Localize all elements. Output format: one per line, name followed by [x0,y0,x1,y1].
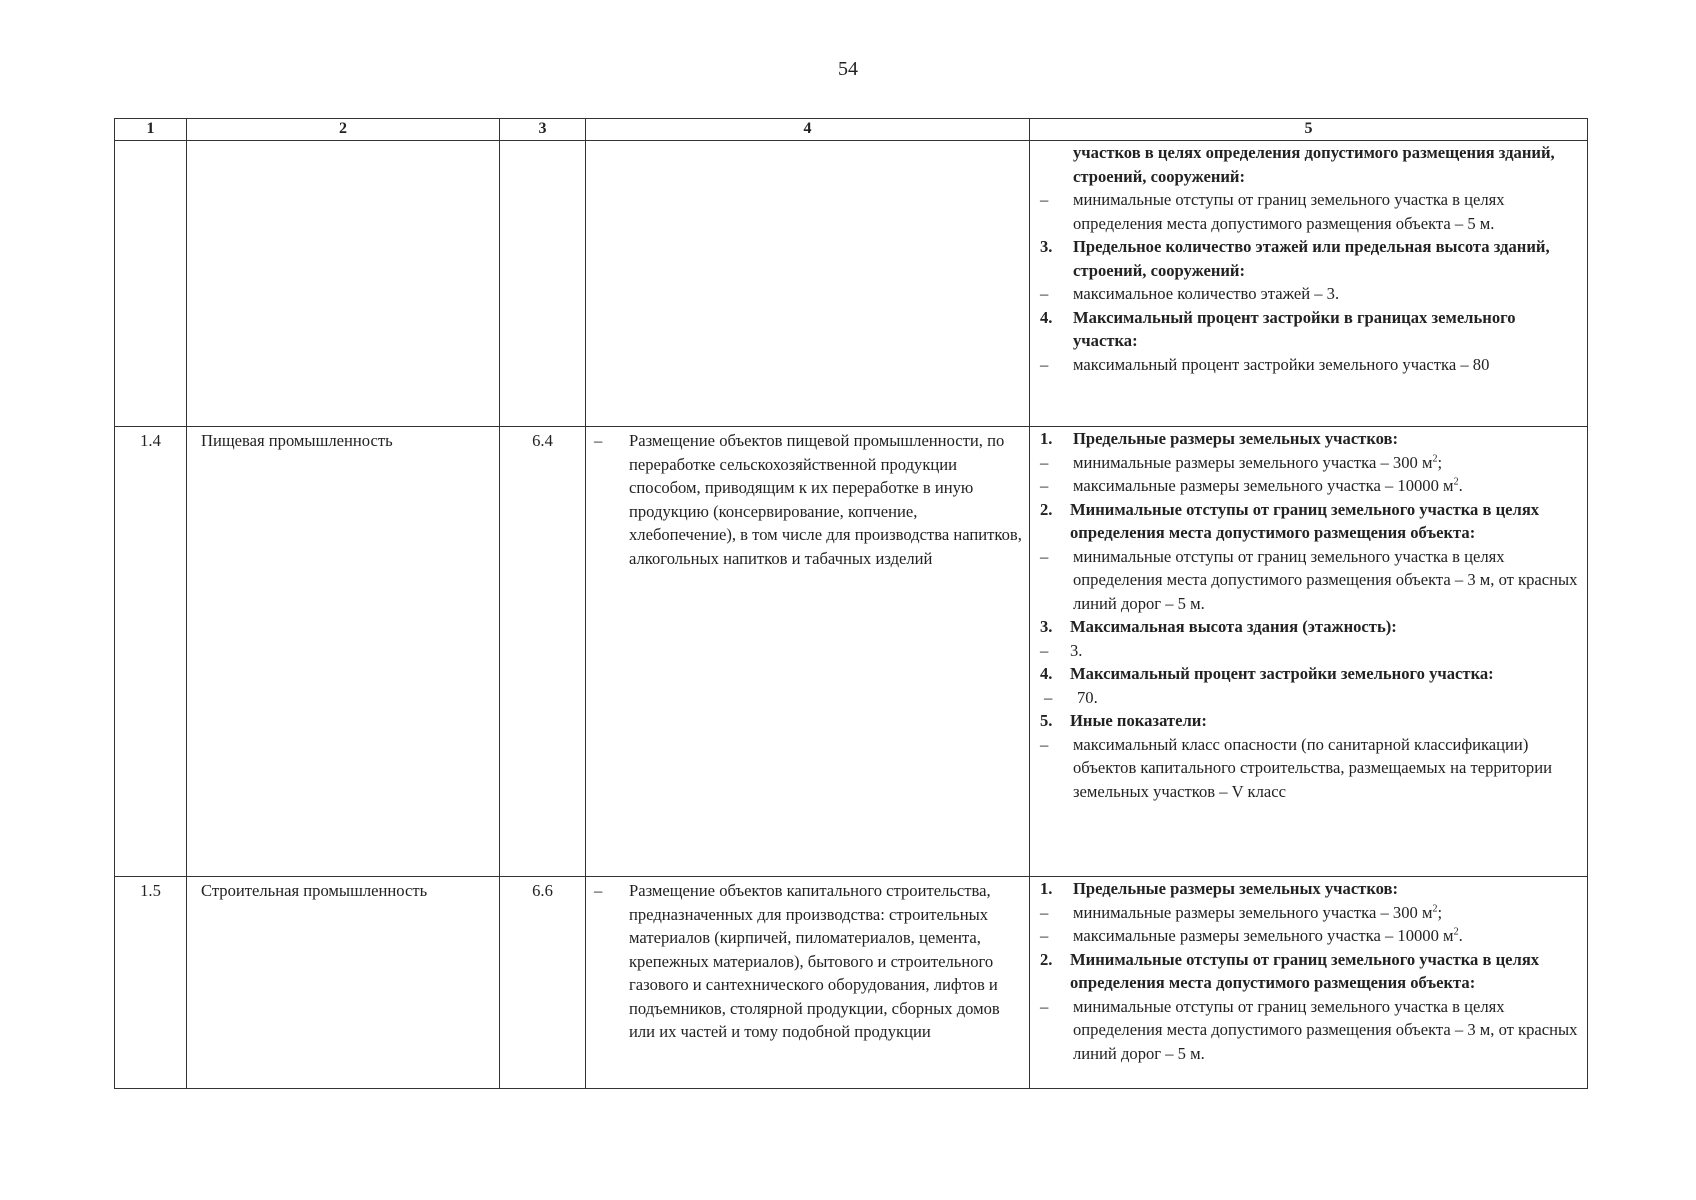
code-cell: 6.6 [500,877,586,1089]
table-row [115,141,1588,427]
name-cell: Пищевая промышленность [187,427,500,877]
params-cell [1030,427,1588,877]
param-line: 1. Предельные размеры земельных участков: [1040,429,1399,448]
param-line: участков в целях определения допустимого размещения зданий, строений, сооружений: [1073,143,1555,186]
param-line: – максимальный процент застройки земельного участка – 80 [1040,354,1490,374]
params-cell [1030,141,1588,427]
zoning-table [114,118,1588,1089]
num-cell [115,141,187,427]
desc-cell [586,427,1030,877]
desc-cell [586,141,1030,427]
table-row [115,877,1588,1089]
param-line: 2. Минимальные отступы от границ земельного участка в целях определения места допустимого размещения объекта: [1040,499,1540,542]
dash-marker: – [594,431,603,450]
code-cell: 6.4 [500,427,586,877]
header-cell: 3 [500,119,586,141]
num-cell: 1.4 [115,427,187,877]
param-line: 1. Предельные размеры земельных участков: [1040,879,1399,898]
header-cell: 4 [586,119,1030,141]
param-line: – максимальный класс опасности (по санитарной классификации) объектов капитального строительства, размещаемых на территории земельных участков – V класс [1040,734,1552,801]
param-line: 3. Максимальная высота здания (этажность): [1040,617,1397,636]
param-line: 5. Иные показатели: [1040,711,1207,730]
param-line: – минимальные размеры земельного участка – 300 $м^2$; [1040,452,1443,472]
param-line: – минимальные отступы от границ земельного участка в целях определения места допустимого размещения объекта – 5 м. [1040,190,1505,233]
params-cell [1030,877,1588,1089]
desc-text: Размещение объектов пищевой промышленности, по переработке сельскохозяйственной продукции способом, приводящим к их переработке в иную продукцию (консервирование, копчение, хлебопечение), в том числе для производства напитков, алкогольных напитков и табачных изделий [629,431,1022,568]
param-line: 2. Минимальные отступы от границ земельного участка в целях определения места допустимого размещения объекта: [1040,949,1540,992]
param-line: – 3. [1040,640,1083,660]
header-cell: 5 [1030,119,1588,141]
name-cell: Строительная промышленность [187,877,500,1089]
param-line: – 70. [1044,687,1098,707]
header-row [115,119,1588,141]
num-cell: 1.5 [115,877,187,1089]
param-line: 4. Максимальный процент застройки земельного участка: [1040,664,1494,683]
param-line: – минимальные отступы от границ земельного участка в целях определения места допустимого размещения объекта – 3 м, от красных линий дорог – 5 м. [1040,546,1578,613]
desc-cell [586,877,1030,1089]
desc-text: Размещение объектов капитального строительства, предназначенных для производства: строительных материалов (кирпичей, пиломатериалов, цемента, крепежных материалов), бытового и строительного газового и сантехнического оборудования, лифтов и подъемников, столярной продукции, сборных домов или их частей и тому подобной продукции [629,881,1000,1041]
param-line: – минимальные отступы от границ земельного участка в целях определения места допустимого размещения объекта – 3 м, от красных линий дорог – 5 м. [1040,996,1578,1063]
param-line: – максимальное количество этажей – 3. [1040,284,1340,303]
page-number: 54 [838,58,858,80]
code-cell [500,141,586,427]
table-row [115,427,1588,877]
dash-marker: – [594,881,603,900]
name-cell [187,141,500,427]
param-line: 4. Максимальный процент застройки в границах земельного участка: [1040,307,1516,350]
param-line: – минимальные размеры земельного участка – 300 $м^2$; [1040,902,1443,922]
param-line: – максимальные размеры земельного участка – 10000 $м^2$. [1040,476,1463,495]
header-cell: 2 [187,119,500,141]
header-cell: 1 [115,119,187,141]
param-line: 3. Предельное количество этажей или предельная высота зданий, строений, сооружений: [1040,237,1550,280]
param-line: – максимальные размеры земельного участка – 10000 $м^2$. [1040,926,1463,945]
